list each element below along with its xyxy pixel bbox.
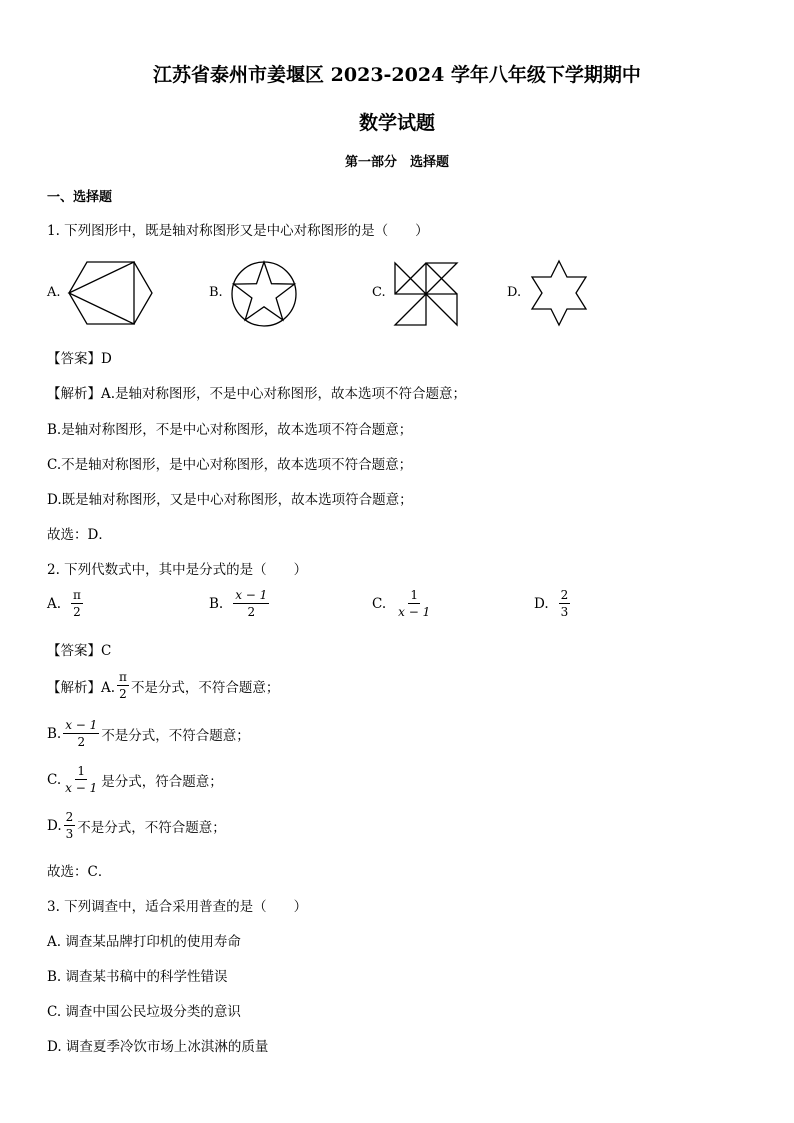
analysis-prefix: 【解析】A. (47, 679, 116, 696)
q2-answer: 【答案】C (47, 643, 112, 659)
fraction (233, 588, 269, 619)
fraction (117, 670, 129, 701)
section-heading: 一、选择题 (47, 190, 113, 205)
numerator: 2 (65, 810, 74, 824)
q3-stem: 3. 下列调查中，适合采用普查的是（ ） (47, 899, 308, 915)
fraction (71, 588, 83, 619)
exam-title: 江苏省泰州市姜堰区 2023-2024 学年八年级下学期期中 (153, 64, 641, 86)
option-label: B. (209, 595, 224, 612)
denominator: 2 (119, 687, 127, 701)
q2-analysis-line (47, 670, 279, 701)
denominator: 2 (247, 605, 256, 619)
analysis-prefix: B. (47, 725, 62, 742)
analysis-suffix: 是分式，符合题意； (101, 773, 223, 790)
subject-title: 数学试题 (358, 112, 435, 134)
q2-analysis-line (47, 718, 250, 749)
numerator: π (73, 588, 81, 602)
option-label: C. (372, 595, 387, 612)
q3-option-b: B. 调查某书稿中的科学性错误 (47, 969, 228, 985)
analysis-suffix: 不是分式，不符合题意； (101, 727, 250, 744)
fraction (64, 810, 76, 841)
q1-analysis-line: D.既是轴对称图形，又是中心对称图形，故本选项符合题意； (47, 492, 413, 508)
option-label: D. (534, 595, 549, 612)
analysis-prefix: D. (47, 817, 62, 834)
denominator: x − 1 (65, 781, 98, 795)
q2-stem: 2. 下列代数式中，其中是分式的是（ ） (47, 562, 308, 578)
analysis-suffix: 不是分式，不符合题意； (130, 679, 280, 696)
q2-analysis-line (47, 810, 226, 841)
numerator: 1 (77, 764, 85, 778)
q3-option-c: C. 调查中国公民垃圾分类的意识 (47, 1004, 241, 1020)
numerator: 2 (560, 588, 569, 602)
analysis-suffix: 不是分式，不符合题意； (77, 819, 226, 836)
analysis-prefix: C. (47, 771, 62, 788)
numerator: x − 1 (235, 588, 268, 602)
q2-option-a (47, 588, 85, 619)
q1-option-a-label: A. (47, 285, 61, 300)
q1-answer: 【答案】D (47, 351, 112, 367)
q2-conclusion: 故选：C． (47, 864, 112, 880)
numerator: π (119, 670, 127, 684)
star-in-circle-icon (230, 260, 298, 328)
numerator: x − 1 (65, 718, 98, 732)
denominator: 2 (77, 735, 86, 749)
fraction (559, 588, 571, 619)
denominator: 2 (73, 605, 81, 619)
q2-option-d (534, 588, 572, 619)
option-label: A. (47, 595, 62, 612)
q1-option-d-label: D. (507, 285, 522, 300)
q2-option-b (209, 588, 271, 619)
fraction (63, 764, 99, 795)
q3-option-a: A. 调查某品牌打印机的使用寿命 (47, 934, 241, 950)
denominator: 3 (560, 605, 569, 619)
numerator: 1 (410, 588, 418, 602)
q1-stem: 1. 下列图形中，既是轴对称图形又是中心对称图形的是（ ） (47, 223, 429, 239)
q1-analysis-line: C.不是轴对称图形，是中心对称图形，故本选项不符合题意； (47, 457, 413, 473)
pinwheel-icon (393, 261, 459, 327)
hexagon-triangle-icon (66, 260, 156, 326)
q2-option-c (372, 588, 434, 619)
q3-option-d: D. 调查夏季冷饮市场上冰淇淋的质量 (47, 1039, 269, 1055)
six-pointed-star-icon (526, 259, 592, 327)
denominator: x − 1 (398, 605, 431, 619)
part-heading: 第一部分 选择题 (344, 155, 449, 170)
q1-conclusion: 故选：D． (47, 527, 112, 543)
q2-analysis-line (47, 764, 223, 795)
q1-analysis-line: 【解析】A.是轴对称图形，不是中心对称图形，故本选项不符合题意； (47, 386, 467, 402)
q1-analysis-line: B.是轴对称图形，不是中心对称图形，故本选项不符合题意； (47, 422, 413, 438)
denominator: 3 (65, 827, 74, 841)
q1-option-c-label: C. (372, 285, 386, 300)
fraction (396, 588, 432, 619)
fraction (63, 718, 99, 749)
q1-option-b-label: B. (209, 285, 223, 300)
